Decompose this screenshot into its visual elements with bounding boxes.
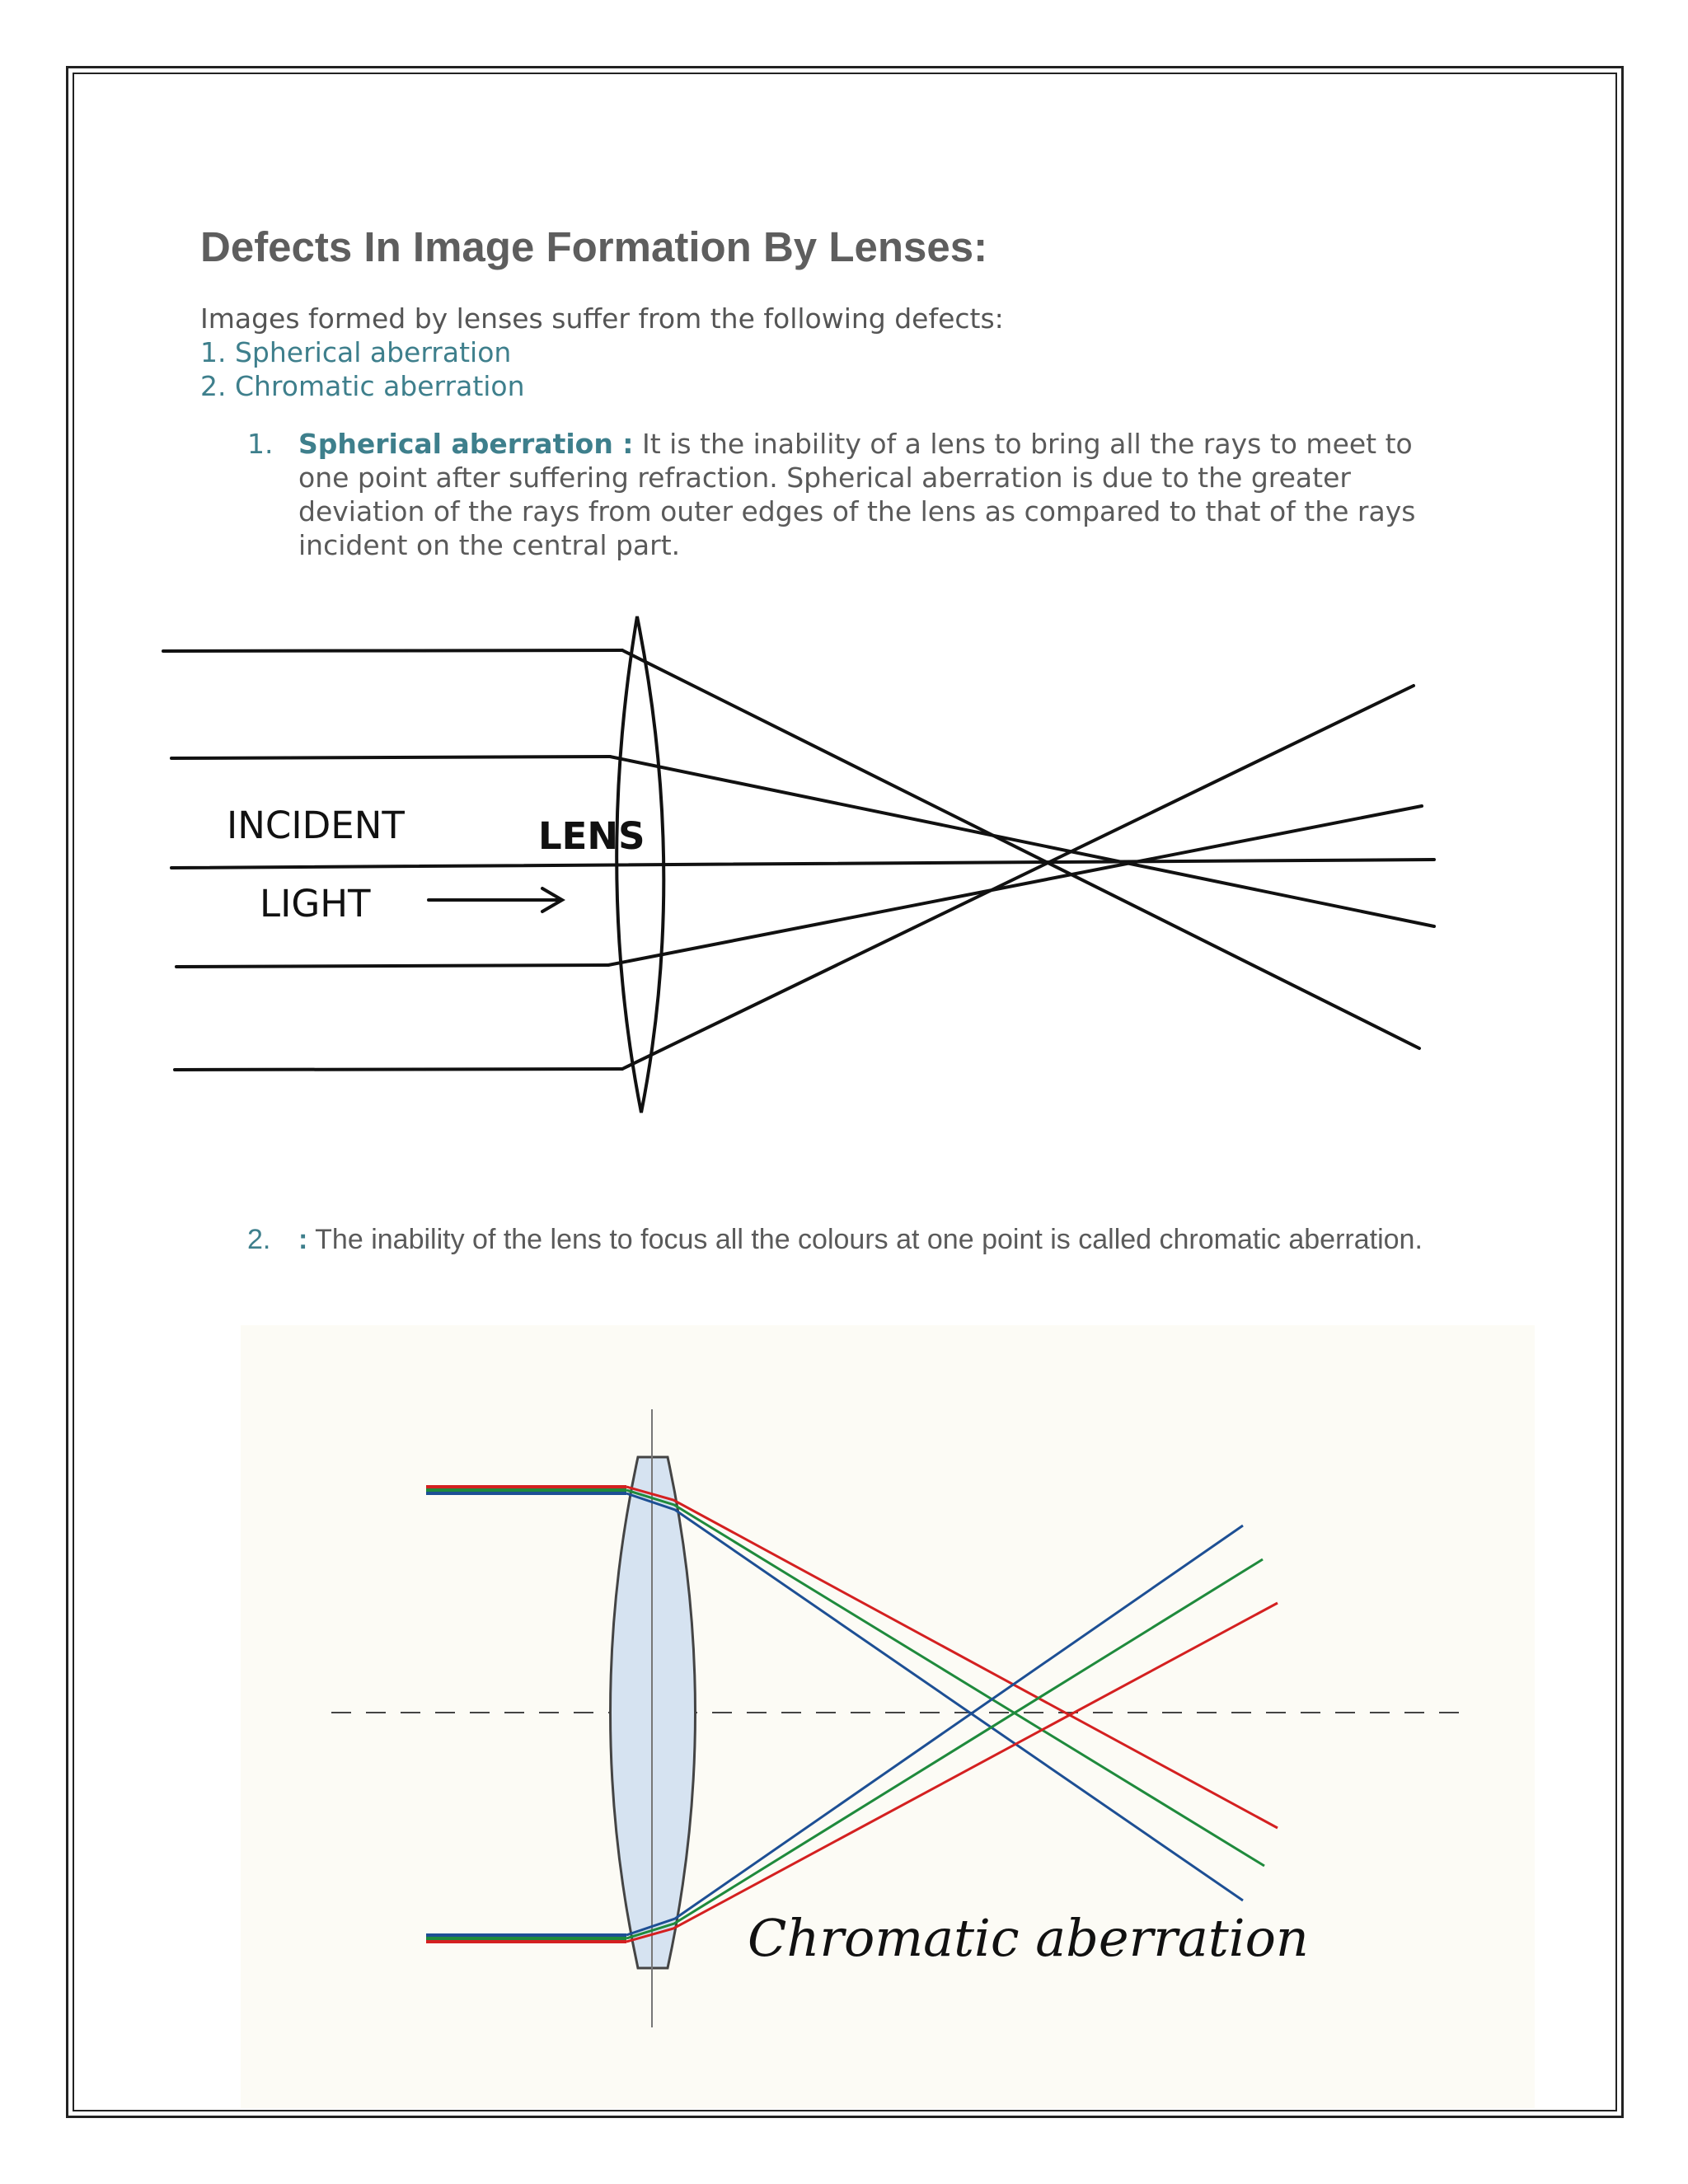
list-number: 2. xyxy=(247,1224,271,1255)
intro-block xyxy=(200,302,1004,403)
intro-lead: Images formed by lenses suffer from the following defects: xyxy=(200,302,1004,335)
term-heading: : xyxy=(298,1224,308,1255)
ray-incident-4 xyxy=(176,965,608,967)
ray-incident-5 xyxy=(175,1069,622,1070)
list-item-spherical xyxy=(247,427,1451,562)
list-item-body xyxy=(298,427,1451,562)
ray-refracted-5 xyxy=(622,686,1414,1069)
ray-axis xyxy=(171,860,1434,868)
term-definition: It is the inability of a lens to bring all the rays to meet to one point after suffering refraction. Spherical aberration is due to the greater deviation of the rays from outer edges of the lens as compared to that of the rays incident on the central part. xyxy=(298,428,1416,561)
term-heading: Spherical aberration : xyxy=(298,428,634,460)
chromatic-aberration-diagram xyxy=(241,1325,1535,2108)
intro-list-item-1: 1. Spherical aberration xyxy=(200,336,512,368)
label-incident: INCIDENT xyxy=(227,804,405,847)
chromatic-caption: Chromatic aberration xyxy=(748,1908,1309,1968)
spherical-aberration-diagram xyxy=(157,602,1451,1121)
term-definition: The inability of the lens to focus all the colours at one point is called chromatic aberration. xyxy=(307,1224,1423,1255)
label-light: LIGHT xyxy=(260,882,371,926)
intro-list-item-2: 2. Chromatic aberration xyxy=(200,370,525,402)
list-item-body xyxy=(298,1223,1451,1257)
ray-refracted-2 xyxy=(610,757,1434,926)
page-title: Defects In Image Formation By Lenses: xyxy=(200,223,988,270)
ray-refracted-4 xyxy=(608,806,1422,965)
list-number: 1. xyxy=(247,428,274,460)
label-lens: LENS xyxy=(538,814,645,858)
ray-incident-2 xyxy=(171,757,610,758)
diagram-background xyxy=(241,1325,1535,2108)
ray-refracted-1 xyxy=(622,650,1419,1048)
ray-incident-1 xyxy=(163,650,622,651)
list-item-chromatic xyxy=(247,1223,1451,1257)
